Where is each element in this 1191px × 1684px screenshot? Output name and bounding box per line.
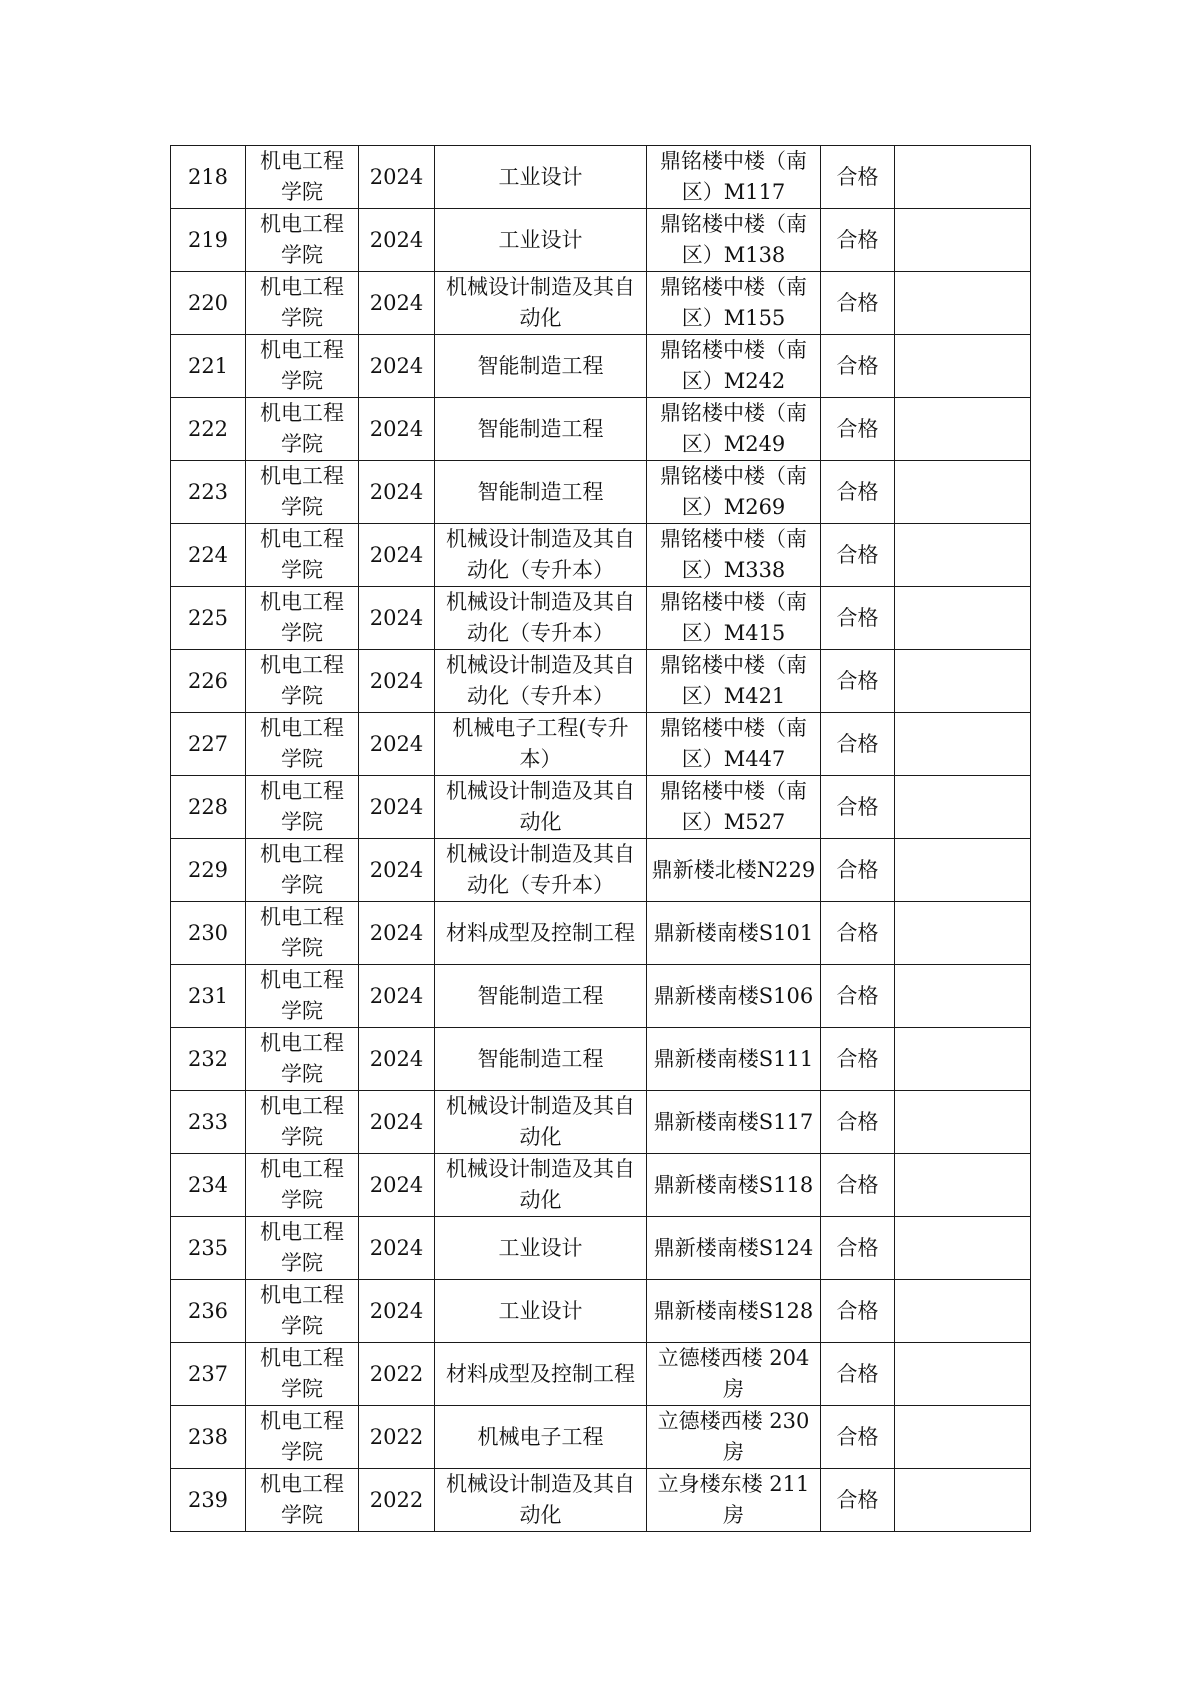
result-cell: 合格	[821, 713, 895, 776]
major-cell: 智能制造工程	[435, 1028, 647, 1091]
dorm-room-cell: 鼎新楼南楼S124	[647, 1217, 821, 1280]
college-cell: 机电工程学院	[246, 650, 359, 713]
result-cell: 合格	[821, 398, 895, 461]
year-cell: 2022	[359, 1343, 435, 1406]
table-row	[171, 1028, 1031, 1091]
result-cell: 合格	[821, 1406, 895, 1469]
major-cell: 机械设计制造及其自动化（专升本）	[435, 650, 647, 713]
dorm-room-cell: 鼎新楼南楼S117	[647, 1091, 821, 1154]
college-cell: 机电工程学院	[246, 1154, 359, 1217]
row-number-cell: 238	[171, 1406, 246, 1469]
dorm-room-cell: 鼎铭楼中楼（南区）M338	[647, 524, 821, 587]
major-cell: 材料成型及控制工程	[435, 1343, 647, 1406]
major-cell: 智能制造工程	[435, 335, 647, 398]
note-cell	[895, 1469, 1031, 1532]
table-row	[171, 272, 1031, 335]
row-number-cell: 218	[171, 146, 246, 209]
major-cell: 机械设计制造及其自动化（专升本）	[435, 524, 647, 587]
note-cell	[895, 1280, 1031, 1343]
row-number-cell: 232	[171, 1028, 246, 1091]
major-cell: 机械设计制造及其自动化	[435, 272, 647, 335]
college-cell: 机电工程学院	[246, 335, 359, 398]
table-body	[171, 146, 1031, 1532]
note-cell	[895, 713, 1031, 776]
dorm-room-cell: 鼎铭楼中楼（南区）M421	[647, 650, 821, 713]
table-row	[171, 1406, 1031, 1469]
college-cell: 机电工程学院	[246, 1028, 359, 1091]
year-cell: 2024	[359, 650, 435, 713]
table-row	[171, 209, 1031, 272]
major-cell: 机械电子工程(专升本）	[435, 713, 647, 776]
dorm-room-cell: 鼎铭楼中楼（南区）M155	[647, 272, 821, 335]
note-cell	[895, 839, 1031, 902]
year-cell: 2024	[359, 1028, 435, 1091]
note-cell	[895, 1028, 1031, 1091]
table-row	[171, 335, 1031, 398]
dorm-room-cell: 立德楼西楼 230 房	[647, 1406, 821, 1469]
note-cell	[895, 650, 1031, 713]
row-number-cell: 224	[171, 524, 246, 587]
year-cell: 2024	[359, 839, 435, 902]
table-row	[171, 524, 1031, 587]
year-cell: 2024	[359, 335, 435, 398]
major-cell: 机械设计制造及其自动化	[435, 1469, 647, 1532]
result-cell: 合格	[821, 587, 895, 650]
year-cell: 2024	[359, 398, 435, 461]
row-number-cell: 222	[171, 398, 246, 461]
row-number-cell: 227	[171, 713, 246, 776]
major-cell: 机械设计制造及其自动化	[435, 776, 647, 839]
year-cell: 2024	[359, 1217, 435, 1280]
note-cell	[895, 776, 1031, 839]
table-row	[171, 146, 1031, 209]
major-cell: 机械设计制造及其自动化（专升本）	[435, 839, 647, 902]
dorm-room-cell: 鼎新楼南楼S106	[647, 965, 821, 1028]
year-cell: 2024	[359, 272, 435, 335]
dorm-room-cell: 鼎铭楼中楼（南区）M242	[647, 335, 821, 398]
major-cell: 智能制造工程	[435, 398, 647, 461]
note-cell	[895, 1217, 1031, 1280]
college-cell: 机电工程学院	[246, 1091, 359, 1154]
year-cell: 2024	[359, 1280, 435, 1343]
college-cell: 机电工程学院	[246, 965, 359, 1028]
note-cell	[895, 1091, 1031, 1154]
note-cell	[895, 209, 1031, 272]
major-cell: 机械电子工程	[435, 1406, 647, 1469]
result-cell: 合格	[821, 335, 895, 398]
year-cell: 2022	[359, 1406, 435, 1469]
major-cell: 工业设计	[435, 1280, 647, 1343]
result-cell: 合格	[821, 1154, 895, 1217]
row-number-cell: 239	[171, 1469, 246, 1532]
dorm-room-cell: 鼎铭楼中楼（南区）M447	[647, 713, 821, 776]
row-number-cell: 219	[171, 209, 246, 272]
college-cell: 机电工程学院	[246, 587, 359, 650]
table-row	[171, 1280, 1031, 1343]
table-row	[171, 1154, 1031, 1217]
row-number-cell: 231	[171, 965, 246, 1028]
dorm-room-cell: 鼎铭楼中楼（南区）M415	[647, 587, 821, 650]
note-cell	[895, 587, 1031, 650]
major-cell: 材料成型及控制工程	[435, 902, 647, 965]
dorm-room-cell: 鼎新楼北楼N229	[647, 839, 821, 902]
row-number-cell: 221	[171, 335, 246, 398]
year-cell: 2024	[359, 146, 435, 209]
row-number-cell: 225	[171, 587, 246, 650]
major-cell: 工业设计	[435, 1217, 647, 1280]
table-row	[171, 839, 1031, 902]
dorm-room-cell: 鼎铭楼中楼（南区）M269	[647, 461, 821, 524]
college-cell: 机电工程学院	[246, 776, 359, 839]
year-cell: 2024	[359, 524, 435, 587]
dorm-room-cell: 鼎新楼南楼S111	[647, 1028, 821, 1091]
result-cell: 合格	[821, 461, 895, 524]
result-cell: 合格	[821, 146, 895, 209]
dorm-room-cell: 鼎新楼南楼S118	[647, 1154, 821, 1217]
note-cell	[895, 1154, 1031, 1217]
dorm-room-cell: 立德楼西楼 204 房	[647, 1343, 821, 1406]
note-cell	[895, 335, 1031, 398]
note-cell	[895, 272, 1031, 335]
note-cell	[895, 398, 1031, 461]
college-cell: 机电工程学院	[246, 1217, 359, 1280]
row-number-cell: 233	[171, 1091, 246, 1154]
note-cell	[895, 1406, 1031, 1469]
table-row	[171, 650, 1031, 713]
result-cell: 合格	[821, 650, 895, 713]
major-cell: 工业设计	[435, 209, 647, 272]
result-cell: 合格	[821, 965, 895, 1028]
college-cell: 机电工程学院	[246, 209, 359, 272]
college-cell: 机电工程学院	[246, 1469, 359, 1532]
year-cell: 2024	[359, 776, 435, 839]
major-cell: 智能制造工程	[435, 461, 647, 524]
note-cell	[895, 902, 1031, 965]
year-cell: 2024	[359, 965, 435, 1028]
row-number-cell: 234	[171, 1154, 246, 1217]
table-row	[171, 1469, 1031, 1532]
note-cell	[895, 524, 1031, 587]
row-number-cell: 220	[171, 272, 246, 335]
year-cell: 2024	[359, 902, 435, 965]
major-cell: 工业设计	[435, 146, 647, 209]
result-cell: 合格	[821, 1469, 895, 1532]
college-cell: 机电工程学院	[246, 398, 359, 461]
dorm-room-cell: 鼎新楼南楼S128	[647, 1280, 821, 1343]
result-cell: 合格	[821, 209, 895, 272]
row-number-cell: 226	[171, 650, 246, 713]
year-cell: 2024	[359, 209, 435, 272]
result-cell: 合格	[821, 524, 895, 587]
dorm-room-cell: 鼎铭楼中楼（南区）M138	[647, 209, 821, 272]
major-cell: 机械设计制造及其自动化	[435, 1154, 647, 1217]
dorm-room-cell: 立身楼东楼 211 房	[647, 1469, 821, 1532]
table-row	[171, 965, 1031, 1028]
dorm-room-cell: 鼎铭楼中楼（南区）M249	[647, 398, 821, 461]
inspection-results-table	[170, 145, 1031, 1532]
major-cell: 智能制造工程	[435, 965, 647, 1028]
year-cell: 2024	[359, 1091, 435, 1154]
dorm-room-cell: 鼎铭楼中楼（南区）M117	[647, 146, 821, 209]
result-cell: 合格	[821, 1280, 895, 1343]
row-number-cell: 236	[171, 1280, 246, 1343]
table-row	[171, 713, 1031, 776]
year-cell: 2024	[359, 587, 435, 650]
table-row	[171, 398, 1031, 461]
result-cell: 合格	[821, 1343, 895, 1406]
table-row	[171, 902, 1031, 965]
college-cell: 机电工程学院	[246, 524, 359, 587]
year-cell: 2024	[359, 1154, 435, 1217]
note-cell	[895, 146, 1031, 209]
row-number-cell: 230	[171, 902, 246, 965]
result-cell: 合格	[821, 1091, 895, 1154]
dorm-room-cell: 鼎新楼南楼S101	[647, 902, 821, 965]
result-cell: 合格	[821, 776, 895, 839]
table-row	[171, 587, 1031, 650]
college-cell: 机电工程学院	[246, 1343, 359, 1406]
year-cell: 2024	[359, 713, 435, 776]
college-cell: 机电工程学院	[246, 146, 359, 209]
college-cell: 机电工程学院	[246, 1406, 359, 1469]
table-row	[171, 1217, 1031, 1280]
year-cell: 2022	[359, 1469, 435, 1532]
year-cell: 2024	[359, 461, 435, 524]
college-cell: 机电工程学院	[246, 839, 359, 902]
result-cell: 合格	[821, 1028, 895, 1091]
college-cell: 机电工程学院	[246, 902, 359, 965]
note-cell	[895, 461, 1031, 524]
college-cell: 机电工程学院	[246, 461, 359, 524]
major-cell: 机械设计制造及其自动化（专升本）	[435, 587, 647, 650]
table-row	[171, 776, 1031, 839]
row-number-cell: 228	[171, 776, 246, 839]
row-number-cell: 229	[171, 839, 246, 902]
result-cell: 合格	[821, 272, 895, 335]
dorm-room-cell: 鼎铭楼中楼（南区）M527	[647, 776, 821, 839]
college-cell: 机电工程学院	[246, 272, 359, 335]
note-cell	[895, 1343, 1031, 1406]
table-row	[171, 1091, 1031, 1154]
college-cell: 机电工程学院	[246, 1280, 359, 1343]
table-row	[171, 461, 1031, 524]
row-number-cell: 235	[171, 1217, 246, 1280]
row-number-cell: 237	[171, 1343, 246, 1406]
major-cell: 机械设计制造及其自动化	[435, 1091, 647, 1154]
note-cell	[895, 965, 1031, 1028]
result-cell: 合格	[821, 902, 895, 965]
result-cell: 合格	[821, 839, 895, 902]
row-number-cell: 223	[171, 461, 246, 524]
table-row	[171, 1343, 1031, 1406]
result-cell: 合格	[821, 1217, 895, 1280]
college-cell: 机电工程学院	[246, 713, 359, 776]
